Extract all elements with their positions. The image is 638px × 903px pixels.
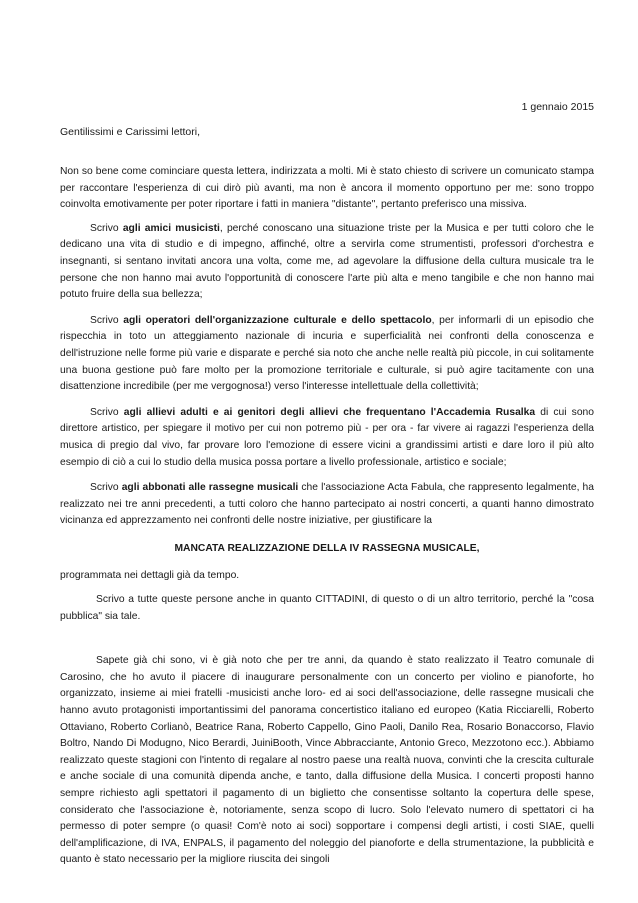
after-heading-line: programmata nei dettagli già da tempo.	[60, 570, 240, 582]
paragraph-citizens: Scrivo a tutte queste persone anche in quanto CITTADINI, di questo o di un altro territorio, perché la "cosa pubblica" sia tale.	[60, 594, 594, 622]
paragraph-lead: Scrivo	[90, 222, 123, 234]
paragraph-emphasis: agli abbonati alle rassegne musicali	[121, 482, 299, 494]
paragraph-subscribers	[60, 480, 594, 530]
paragraph-text: che l'associazione Acta Fabula, che rappresento legalmente, ha realizzato nei tre anni precedenti, a tutti coloro che hanno partecipato ai nostri concerti, a quanti hanno dimostrato vicinanza ed apprezzamento nei confronti delle nostre iniziative, per giustificare la	[60, 482, 594, 527]
paragraph-text: di cui sono direttore artistico, per spiegare il motivo per cui non potremo più - per ora - far vivere ai ragazzi l'esperienza della musica di pregio dal vivo, far provare loro l'emozione di essere vicini a grandissimi artisti e dare loro il più alto esempio di ciò a cui lo studio della musica possa portare a livello professionale, artistico e sociale;	[60, 406, 594, 468]
paragraph-text: , perché conoscano una situazione triste per la Musica e per tutti coloro che le dedicano una vita di studio e di impegno, affinché, oltre a servirla come strumentisti, professori d'orchestra e insegnanti, si sentano invitati ancora una volta, come me, ad agevolare la diffusione della cultura musicale tra le persone che non hanno mai avuto l'opportunità di conoscere l'arte più alta e meno tangibile e che non hanno mai potuto fruire della sua bellezza;	[60, 222, 594, 301]
paragraph-lead: Scrivo	[90, 314, 124, 326]
paragraph-operators	[60, 313, 594, 396]
paragraph-lead: Scrivo	[90, 406, 124, 418]
intro-paragraph: Non so bene come cominciare questa lettera, indirizzata a molti. Mi è stato chiesto di scrivere un comunicato stampa per raccontare l'esperienza di cui dirò più avanti, ma non è ancora il momento opportuno per me: sono troppo coinvolta emotivamente per poter riportare i fatti in maniera "distante", pertanto preferisco una missiva.	[60, 166, 594, 211]
paragraph-emphasis: agli amici musicisti	[122, 222, 220, 234]
paragraph-history: Sapete già chi sono, vi è già noto che per tre anni, da quando è stato realizzato il Teatro comunale di Carosino, che ho avuto il piacere di inaugurare personalmente con un concerto per violino e pianoforte, ho organizzato, insieme ai miei fratelli -musicisti anche loro- ed ai soci dell'associazione, delle rassegne musicali che hanno avuto protagonisti importantissimi del panorama concertistico italiano ed europeo (Katia Ricciarelli, Roberto Ottaviano, Roberto Corlianò, Beatrice Rana, Roberto Cappello, Gino Paoli, Danilo Rea, Rosario Bonaccorso, Flavio Boltro, Nando Di Modugno, Nico Berardi, JuiniBooth, Vince Abbracciante, Antonio Greco, Mezzotono ecc.). Abbiamo realizzato queste stagioni con l'intento di regalare al nostro paese una realtà nuova, convinti che la crescita culturale e anche sociale di una comunità dipenda anche, e tanto, dalla diffusione della Musica. I concerti proposti hanno sempre richiesto agli spettatori il pagamento di un biglietto che consentisse soltanto la copertura delle spese, considerato che l'associazione è, notoriamente, senza scopo di lucro. Solo l'elevato numero di spettatori ci ha permesso di poter sempre (o quasi! Com'è noto ai soci) sopportare i compensi degli artisti, i costi SIAE, quelli dell'amplificazione, di IVA, ENPALS, il pagamento del noleggio del pianoforte e della strumentazione, la pubblicità e quanto è stato necessario per la migliore riuscita dei singoli	[60, 655, 594, 866]
section-heading: MANCATA REALIZZAZIONE DELLA IV RASSEGNA MUSICALE,	[174, 542, 480, 554]
letter-date: 1 gennaio 2015	[521, 101, 594, 113]
letter-body	[60, 164, 594, 869]
paragraph-students	[60, 405, 594, 471]
paragraph-emphasis: agli allievi adulti e ai genitori degli allievi che frequentano l'Accademia Rusalka	[123, 406, 536, 418]
paragraph-musicians	[60, 221, 594, 304]
paragraph-lead: Scrivo	[90, 482, 122, 494]
paragraph-emphasis: agli operatori dell'organizzazione culturale e dello spettacolo	[123, 314, 432, 326]
salutation: Gentilissimi e Carissimi lettori,	[60, 126, 201, 138]
paragraph-text: , per informarli di un episodio che rispecchia in toto un atteggiamento nazionale di incuria e superficialità nei confronti della conoscenza e dell'istruzione nelle forme più varie e disparate e perché sia noto che anche nelle realtà più piccole, in cui solitamente una buona gestione può fare molto per la promozione territoriale e culturale, si può agire tacitamente con una disattenzione incredibile (per me vergognosa!) verso l'interesse intellettuale della collettività;	[60, 314, 594, 393]
